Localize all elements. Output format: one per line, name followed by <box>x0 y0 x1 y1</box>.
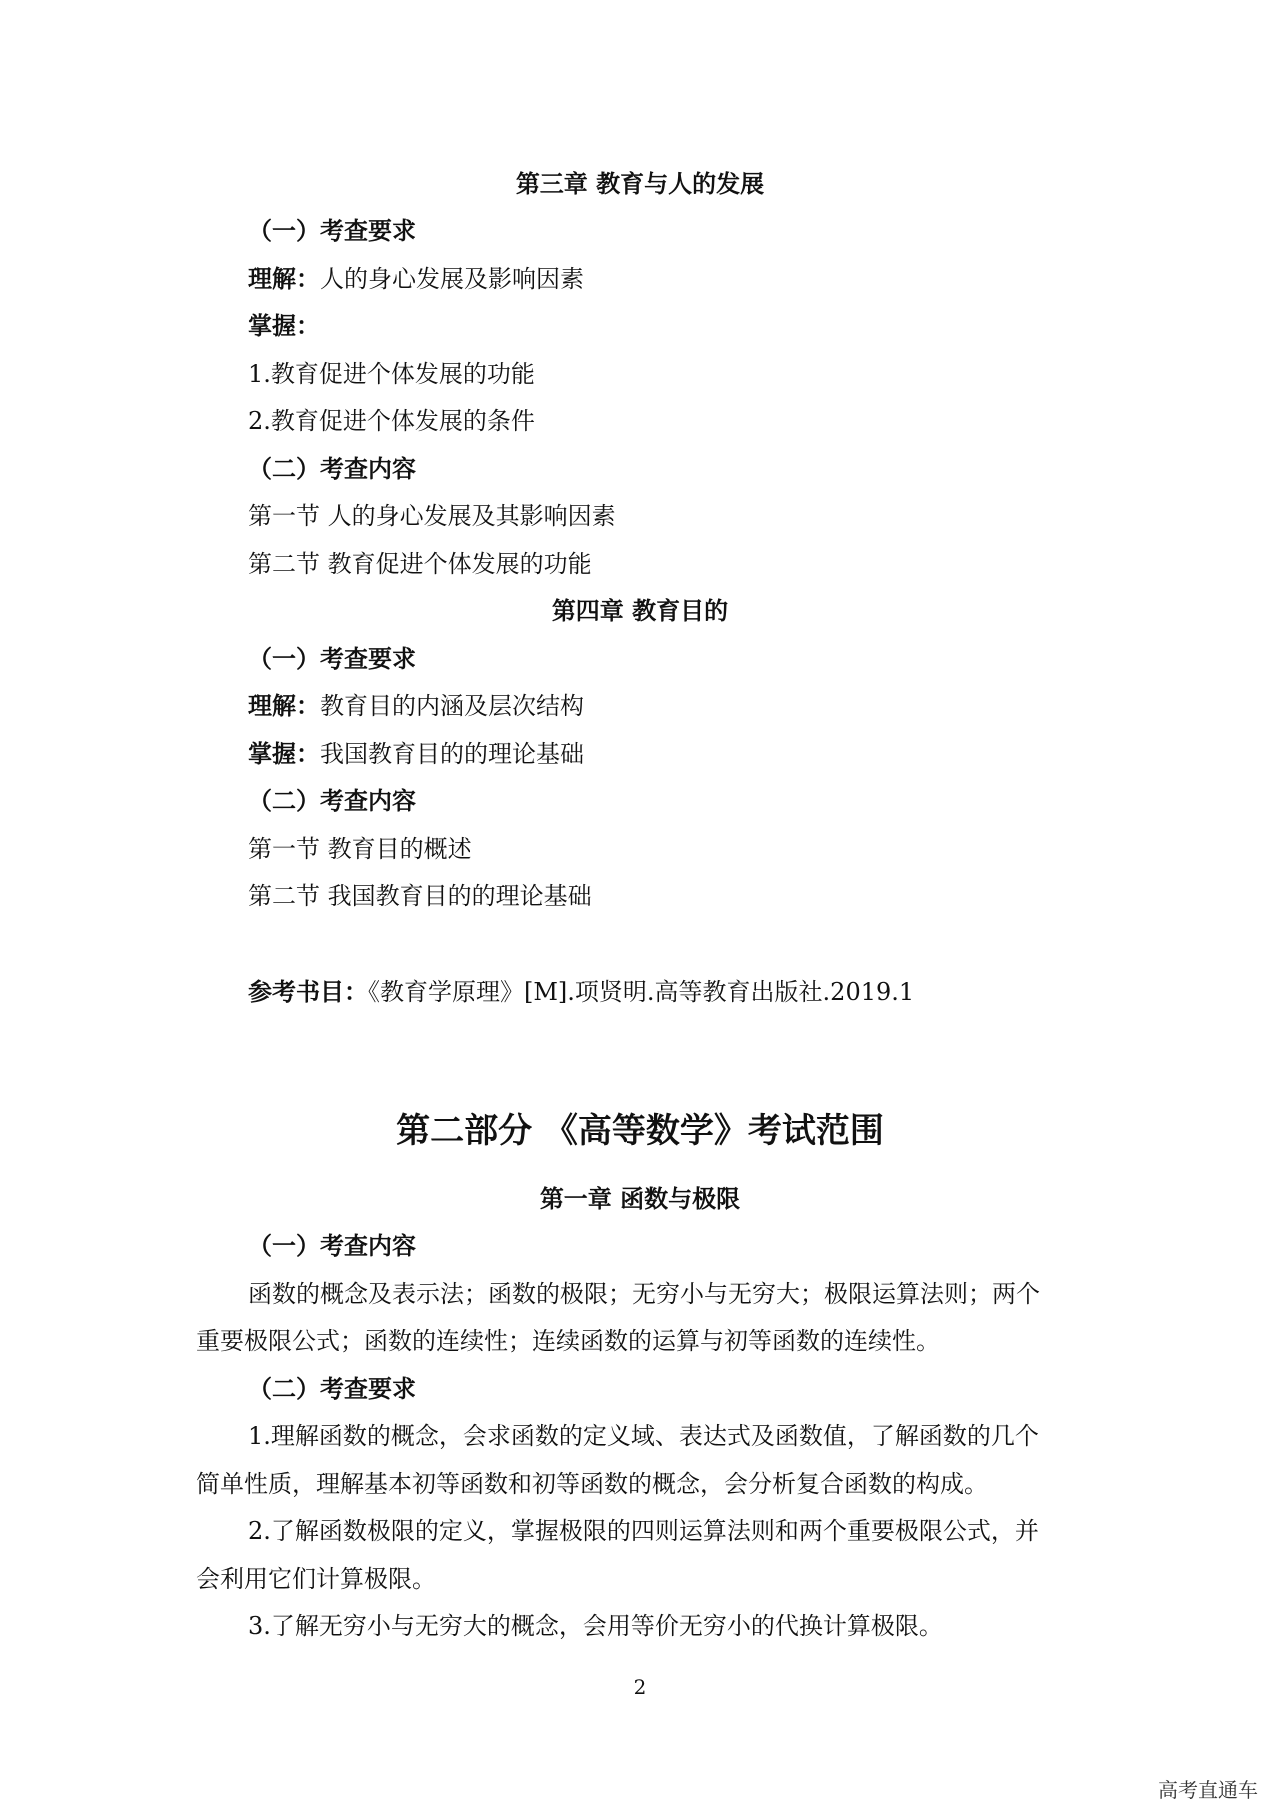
ch3-understand-line <box>248 264 584 294</box>
chapter4-title: 第四章 教育目的 <box>551 596 729 625</box>
part2-content-text: 函数的概念及表示法；函数的极限；无穷小与无穷大；极限运算法则；两个 <box>248 1280 1040 1308</box>
chapter3-title: 第三章 教育与人的发展 <box>515 169 765 198</box>
page-number: 2 <box>633 1675 647 1699</box>
ch3-master-item: 1.教育促进个体发展的功能 <box>248 360 535 388</box>
ch3-master-label: 掌握： <box>248 311 320 340</box>
ch3-section-item: 第二节 教育促进个体发展的功能 <box>248 550 592 578</box>
master-text: 我国教育目的的理论基础 <box>320 740 584 768</box>
part2-requirement-text: 2.了解函数极限的定义，掌握极限的四则运算法则和两个重要极限公式，并 <box>248 1517 1039 1545</box>
ch4-section-item: 第一节 教育目的概述 <box>248 835 472 863</box>
part2-requirement-text: 会利用它们计算极限。 <box>196 1565 436 1593</box>
ch4-master-line <box>248 739 584 769</box>
part2-requirement-text: 3.了解无穷小与无穷大的概念，会用等价无穷小的代换计算极限。 <box>248 1612 943 1640</box>
understand-text: 人的身心发展及影响因素 <box>320 265 584 293</box>
part2-requirement-text: 1.理解函数的概念，会求函数的定义域、表达式及函数值，了解函数的几个 <box>248 1422 1039 1450</box>
ch3-master-item: 2.教育促进个体发展的条件 <box>248 407 535 435</box>
reference-line <box>248 977 914 1007</box>
ch3-requirements-heading: （一）考查要求 <box>248 216 416 245</box>
understand-label: 理解： <box>248 264 320 293</box>
master-label: 掌握： <box>248 739 320 768</box>
ch4-content-heading: （二）考查内容 <box>248 786 416 815</box>
part2-content-heading: （一）考查内容 <box>248 1231 416 1260</box>
ch4-section-item: 第二节 我国教育目的的理论基础 <box>248 882 592 910</box>
understand-text: 教育目的内涵及层次结构 <box>320 692 584 720</box>
part2-requirement-text: 简单性质，理解基本初等函数和初等函数的概念，会分析复合函数的构成。 <box>196 1470 988 1498</box>
ch4-understand-line <box>248 691 584 721</box>
part2-requirements-heading: （二）考查要求 <box>248 1374 416 1403</box>
watermark-text: 高考直通车 <box>1158 1778 1258 1802</box>
understand-label: 理解： <box>248 691 320 720</box>
part2-chapter1-title: 第一章 函数与极限 <box>539 1184 741 1213</box>
part2-content-text: 重要极限公式；函数的连续性；连续函数的运算与初等函数的连续性。 <box>196 1327 940 1355</box>
reference-text: 《教育学原理》[M].项贤明.高等教育出版社.2019.1 <box>368 978 915 1006</box>
ch3-section-item: 第一节 人的身心发展及其影响因素 <box>248 502 616 530</box>
part2-title: 第二部分 《高等数学》考试范围 <box>396 1111 884 1151</box>
reference-label: 参考书目： <box>248 977 368 1006</box>
ch3-content-heading: （二）考查内容 <box>248 454 416 483</box>
ch4-requirements-heading: （一）考查要求 <box>248 644 416 673</box>
